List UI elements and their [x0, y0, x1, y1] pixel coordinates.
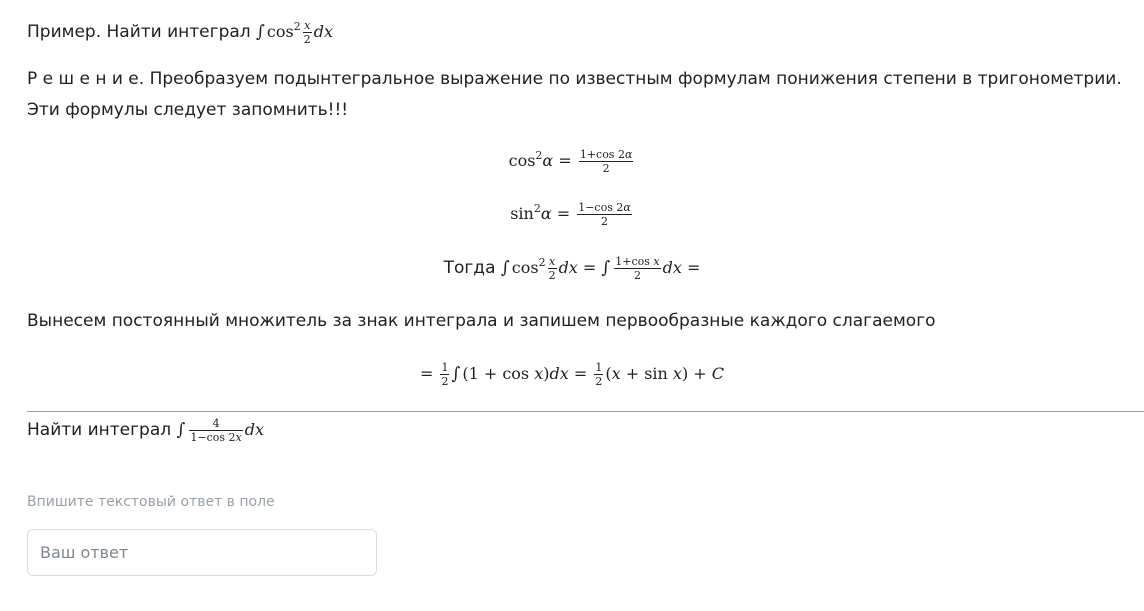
constant-factor-text: Вынесем постоянный множитель за знак интеграла и запишем первообразные каждого слагаемого — [27, 311, 936, 331]
example-label: Пример. Найти интеграл — [27, 22, 251, 42]
example-integral-formula: ∫ $\cos^2$ $\frac{x}{2}$ dx — [256, 19, 333, 46]
then-label: Тогда — [443, 258, 496, 278]
example-line — [27, 16, 333, 45]
task-label: Найти интеграл — [27, 420, 172, 440]
cos-square-formula: $\cos^2\alpha$ = $\frac{1+\cos 2\alpha}{2}$ — [508, 148, 633, 175]
solution-paragraph-line2: Эти формулы следует запомнить!!! — [27, 100, 349, 120]
answer-input[interactable] — [27, 529, 377, 576]
result-formula: = $\frac{1}{2}$ ∫ (1 + cos x)dx = $\frac{1}{2}$ (x + sin x) + C — [419, 361, 725, 388]
sin-square-formula: $\sin^2\alpha$ = $\frac{1-\cos 2\alpha}{2}$ — [510, 201, 631, 228]
then-formula-line — [0, 256, 1144, 281]
then-formula: ∫ $\cos^2$ $\frac{x}{2}$ dx = ∫ $\frac{\text{1+cos x}}{2}$ dx = — [500, 255, 701, 282]
solution-paragraph-line1: Р е ш е н и е. Преобразуем подынтегральное выражение по известным формулам понижения степени в тригонометрии. — [27, 69, 1122, 89]
task-integral-formula: ∫ $\frac{4}{1-\cos 2x}$ dx — [176, 417, 265, 444]
task-line — [27, 418, 264, 443]
answer-hint: Впишите текстовый ответ в поле — [27, 494, 275, 510]
section-divider — [27, 411, 1144, 412]
